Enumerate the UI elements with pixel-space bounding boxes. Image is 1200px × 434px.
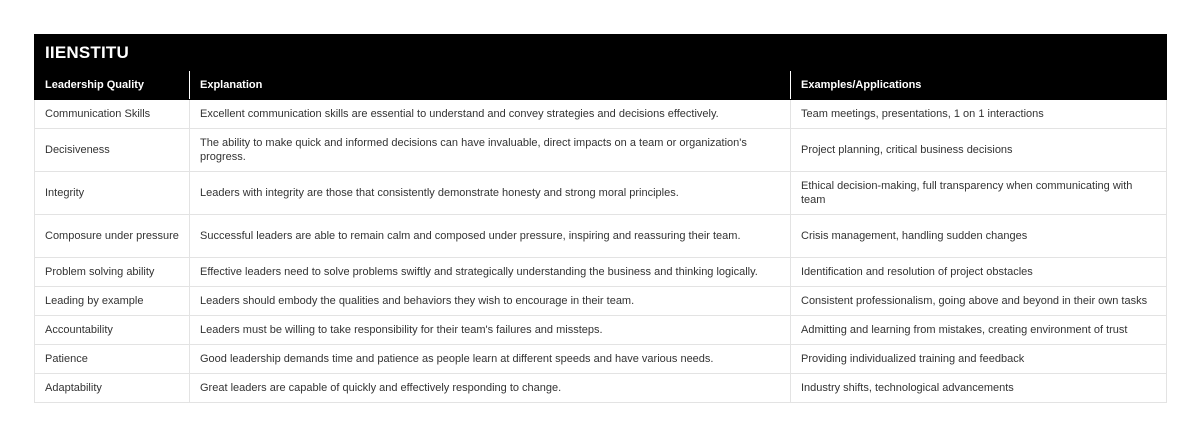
table-row (35, 287, 1167, 316)
table-row (35, 316, 1167, 345)
leadership-table-container (34, 34, 1166, 403)
cell-quality: Communication Skills (35, 100, 190, 129)
table-row (35, 374, 1167, 403)
cell-quality: Problem solving ability (35, 258, 190, 287)
cell-explanation: Great leaders are capable of quickly and effectively responding to change. (190, 374, 791, 403)
cell-examples: Ethical decision-making, full transparency when communicating with team (791, 172, 1167, 215)
cell-explanation: Effective leaders need to solve problems swiftly and strategically understanding the business and thinking logically. (190, 258, 791, 287)
table-row (35, 258, 1167, 287)
column-header-explanation: Explanation (190, 71, 791, 100)
cell-examples: Identification and resolution of project obstacles (791, 258, 1167, 287)
brand-title: IIENSTITU (35, 35, 1167, 71)
cell-examples: Admitting and learning from mistakes, creating environment of trust (791, 316, 1167, 345)
cell-quality: Leading by example (35, 287, 190, 316)
brand-header-row (35, 35, 1167, 71)
table-row (35, 129, 1167, 172)
cell-quality: Integrity (35, 172, 190, 215)
cell-quality: Composure under pressure (35, 215, 190, 258)
leadership-qualities-table (34, 34, 1167, 403)
cell-explanation: Leaders must be willing to take responsibility for their team's failures and missteps. (190, 316, 791, 345)
cell-explanation: The ability to make quick and informed decisions can have invaluable, direct impacts on a team or organization's progress. (190, 129, 791, 172)
cell-explanation: Leaders should embody the qualities and behaviors they wish to encourage in their team. (190, 287, 791, 316)
cell-examples: Project planning, critical business decisions (791, 129, 1167, 172)
cell-quality: Decisiveness (35, 129, 190, 172)
column-header-row (35, 71, 1167, 100)
table-row (35, 100, 1167, 129)
cell-examples: Industry shifts, technological advancements (791, 374, 1167, 403)
table-row (35, 172, 1167, 215)
cell-quality: Adaptability (35, 374, 190, 403)
table-row (35, 215, 1167, 258)
cell-quality: Accountability (35, 316, 190, 345)
cell-examples: Providing individualized training and feedback (791, 345, 1167, 374)
cell-explanation: Successful leaders are able to remain calm and composed under pressure, inspiring and reassuring their team. (190, 215, 791, 258)
cell-examples: Consistent professionalism, going above and beyond in their own tasks (791, 287, 1167, 316)
table-row (35, 345, 1167, 374)
column-header-quality: Leadership Quality (35, 71, 190, 100)
cell-examples: Crisis management, handling sudden changes (791, 215, 1167, 258)
cell-explanation: Leaders with integrity are those that consistently demonstrate honesty and strong moral principles. (190, 172, 791, 215)
cell-explanation: Good leadership demands time and patience as people learn at different speeds and have various needs. (190, 345, 791, 374)
cell-explanation: Excellent communication skills are essential to understand and convey strategies and decisions effectively. (190, 100, 791, 129)
cell-examples: Team meetings, presentations, 1 on 1 interactions (791, 100, 1167, 129)
cell-quality: Patience (35, 345, 190, 374)
column-header-examples: Examples/Applications (791, 71, 1167, 100)
